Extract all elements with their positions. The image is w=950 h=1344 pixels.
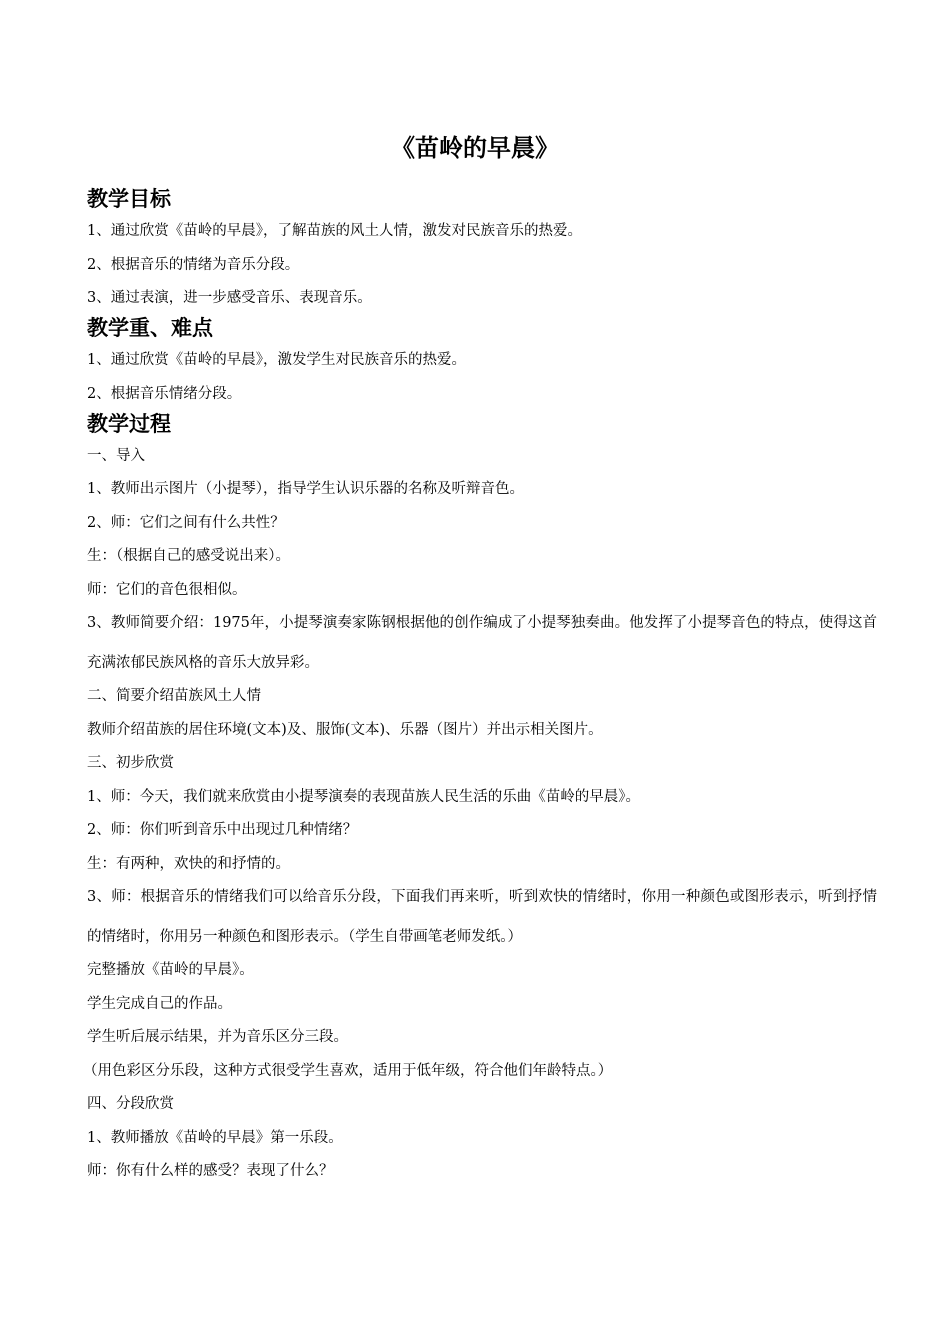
paragraph: 3、通过表演，进一步感受音乐、表现音乐。 (87, 290, 372, 306)
paragraph: 3、教师简要介绍：1975年，小提琴演奏家陈钢根据他的创作编成了小提琴独奏曲。他发挥了小提琴音色的特点，使得这首充满浓郁民族风格的音乐大放异彩。 (87, 615, 877, 671)
section-heading-objectives: 教学目标 (87, 187, 171, 211)
paragraph: 一、导入 (87, 447, 145, 464)
paragraph: 2、师：它们之间有什么共性？ (87, 514, 285, 531)
paragraph: 1、教师出示图片（小提琴），指导学生认识乐器的名称及听辩音色。 (87, 481, 524, 497)
paragraph: （用色彩区分乐段，这种方式很受学生喜欢，适用于低年级，符合他们年龄特点。） (83, 1062, 613, 1079)
paragraph: 三、初步欣赏 (87, 755, 174, 771)
paragraph: 四、分段欣赏 (87, 1096, 174, 1112)
paragraph: 二、简要介绍苗族风土人情 (87, 688, 261, 704)
paragraph: 学生完成自己的作品。 (87, 995, 232, 1012)
paragraph: 1、师：今天，我们就来欣赏由小提琴演奏的表现苗族人民生活的乐曲《苗岭的早晨》。 (87, 788, 640, 805)
paragraph: 生：（根据自己的感受说出来）。 (87, 548, 290, 564)
document-title: 《苗岭的早晨》 (391, 134, 559, 162)
section-heading-key-points: 教学重、难点 (87, 316, 213, 340)
paragraph: 完整播放《苗岭的早晨》。 (87, 962, 254, 978)
paragraph: 师：它们的音色很相似。 (87, 581, 247, 598)
paragraph: 2、根据音乐情绪分段。 (87, 385, 242, 402)
paragraph: 1、通过欣赏《苗岭的早晨》，激发学生对民族音乐的热爱。 (87, 352, 466, 368)
paragraph: 1、通过欣赏《苗岭的早晨》，了解苗族的风土人情，激发对民族音乐的热爱。 (87, 223, 582, 239)
paragraph: 1、教师播放《苗岭的早晨》第一乐段。 (87, 1129, 343, 1146)
paragraph: 生：有两种，欢快的和抒情的。 (87, 855, 290, 872)
section-heading-process: 教学过程 (87, 411, 171, 436)
paragraph: 3、师：根据音乐的情绪我们可以给音乐分段，下面我们再来听，听到欢快的情绪时，你用一种颜色或图形表示，听到抒情的情绪时，你用另一种颜色和图形表示。（学生自带画笔老师发纸。） (87, 889, 877, 945)
document-body (83, 184, 877, 1194)
paragraph: 学生听后展示结果，并为音乐区分三段。 (87, 1029, 348, 1045)
paragraph: 师：你有什么样的感受？表现了什么？ (87, 1163, 334, 1179)
paragraph: 2、根据音乐的情绪为音乐分段。 (87, 256, 300, 273)
paragraph: 教师介绍苗族的居住环境(文本)及、服饰(文本)、乐器（图片）并出示相关图片。 (87, 721, 603, 738)
paragraph: 2、师：你们听到音乐中出现过几种情绪？ (87, 822, 358, 838)
